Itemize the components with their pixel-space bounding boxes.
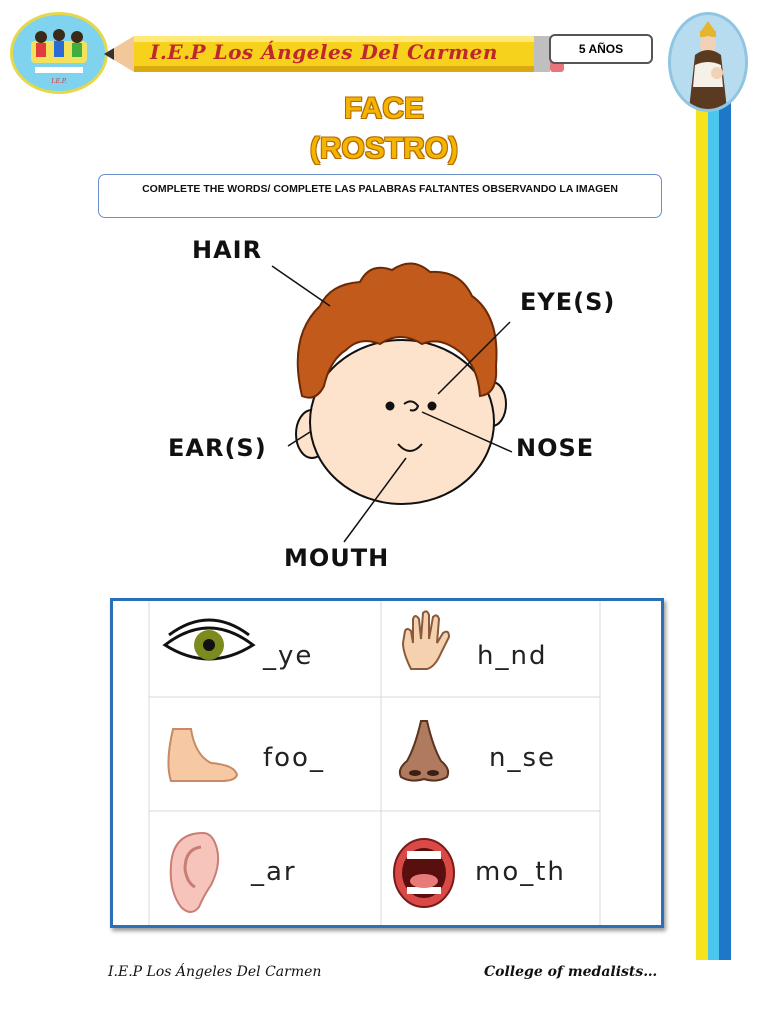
nose-icon bbox=[391, 717, 457, 787]
mouth-icon bbox=[391, 835, 457, 911]
word-hand: h_nd bbox=[477, 641, 548, 671]
page-title: FACE bbox=[343, 92, 424, 125]
svg-text:I.E.P.: I.E.P. bbox=[51, 78, 67, 85]
label-nose: NOSE bbox=[516, 434, 595, 462]
label-ears: EAR(S) bbox=[168, 434, 267, 462]
foot-icon bbox=[161, 723, 241, 783]
label-mouth: MOUTH bbox=[284, 544, 390, 572]
eye-icon bbox=[161, 615, 257, 671]
label-hair: HAIR bbox=[192, 236, 263, 264]
hand-icon bbox=[397, 609, 457, 673]
exercise-table bbox=[110, 598, 664, 928]
decorative-stripe-yellow bbox=[696, 100, 708, 960]
decorative-stripe-cyan bbox=[708, 100, 719, 960]
age-level-badge: 5 AÑOS bbox=[549, 34, 653, 64]
word-nose: n_se bbox=[489, 743, 557, 773]
word-ear: _ar bbox=[251, 857, 297, 887]
ear-icon bbox=[163, 829, 223, 917]
school-name: I.E.P Los Ángeles Del Carmen bbox=[150, 40, 498, 64]
label-eyes: EYE(S) bbox=[520, 288, 616, 316]
decorative-stripe-blue bbox=[719, 100, 731, 960]
footer-school-name: I.E.P Los Ángeles Del Carmen bbox=[108, 964, 322, 980]
school-logo bbox=[10, 12, 108, 94]
page-subtitle: (ROSTRO) bbox=[309, 132, 459, 165]
word-mouth: mo_th bbox=[475, 857, 566, 887]
footer-motto: College of medalists… bbox=[484, 964, 658, 980]
word-foot: foo_ bbox=[263, 743, 325, 773]
word-eye: _ye bbox=[263, 641, 314, 671]
face-illustration bbox=[160, 226, 640, 586]
instructions-box: COMPLETE THE WORDS/ COMPLETE LAS PALABRAS FALTANTES OBSERVANDO LA IMAGEN bbox=[98, 174, 662, 218]
